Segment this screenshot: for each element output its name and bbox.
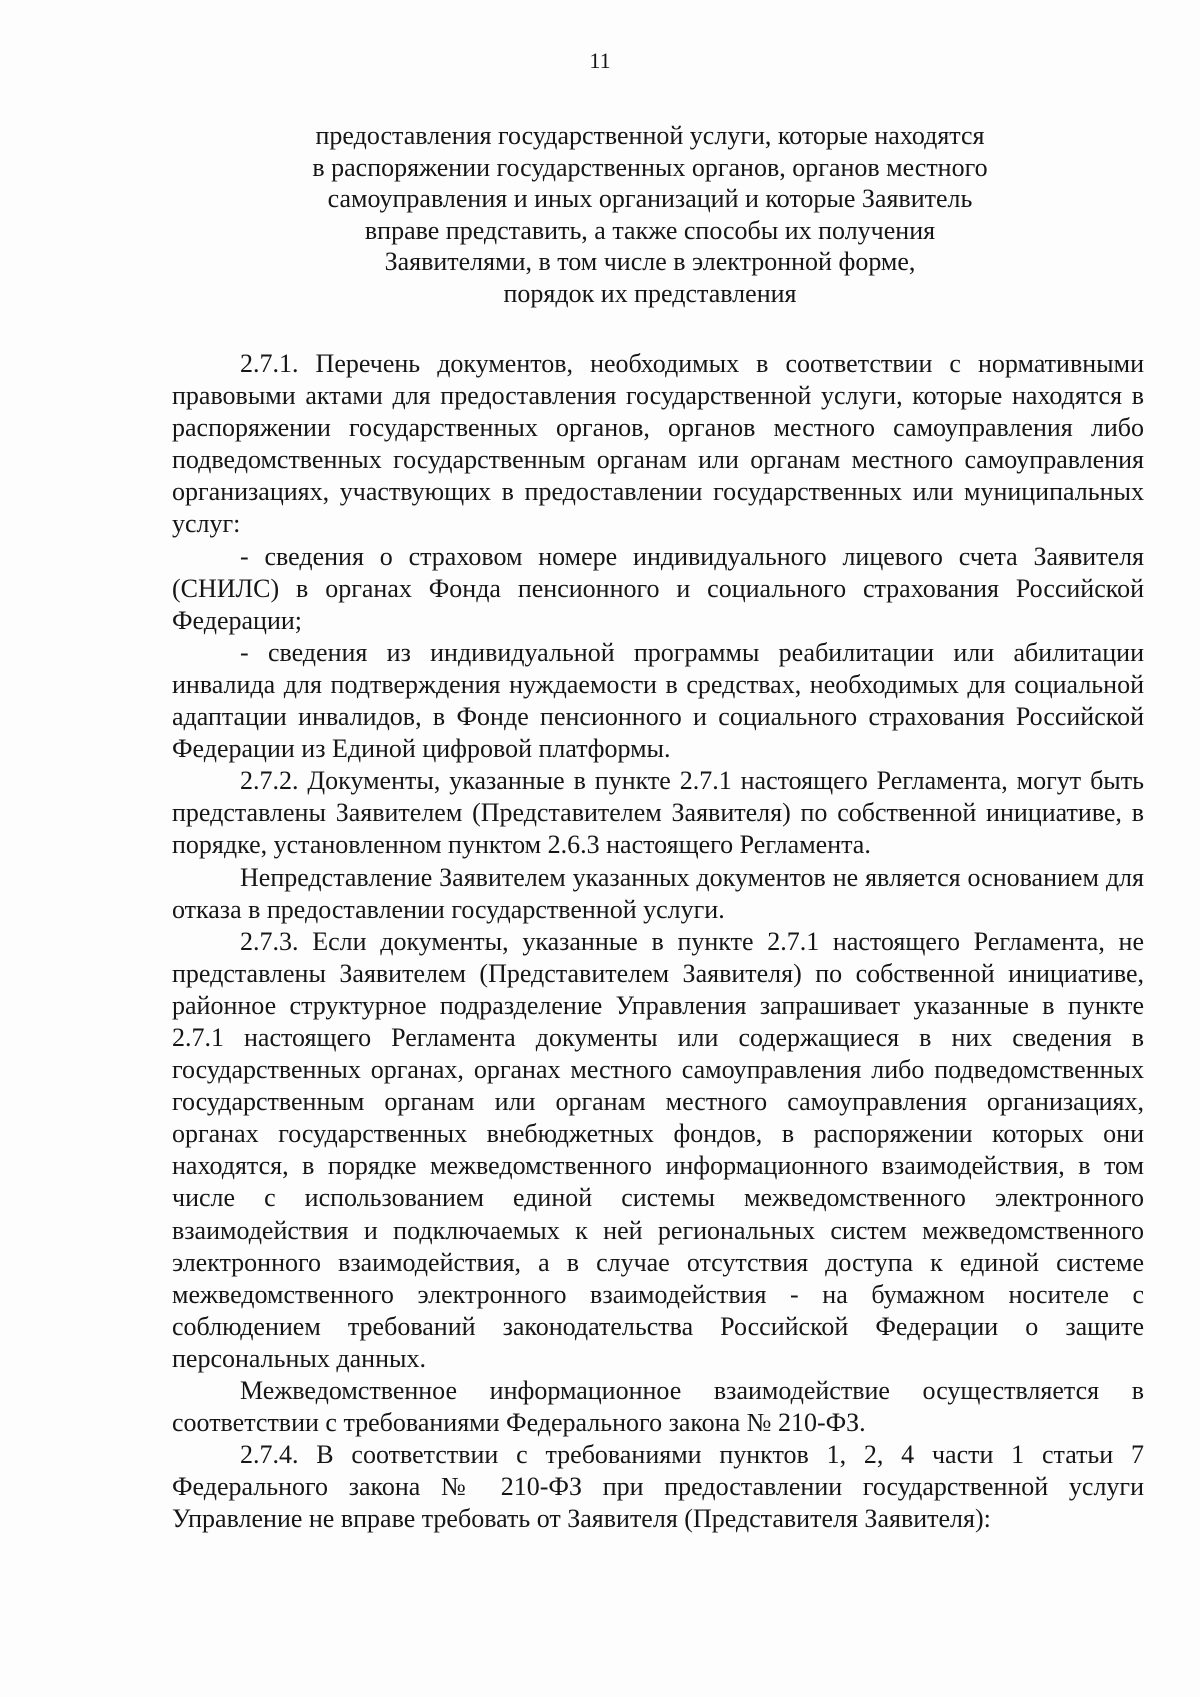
heading-line: вправе представить, а также способы их получения — [364, 215, 936, 245]
section-heading — [250, 120, 1050, 309]
heading-line: предоставления государственной услуги, которые находятся — [315, 121, 985, 150]
page-number: 11 — [589, 48, 611, 73]
paragraph-2-7-3: 2.7.3. Если документы, указанные в пункте 2.7.1 настоящего Регламента, не представлены Заявителем (Представителем Заявителя) по собственной инициативе, районное структурное подразделение Управления запрашивает указанные в пункте 2.7.1 настоящего Регламента документы или содержащиеся в них сведения в государственных органах, органах местного самоуправления либо подведомственных государственным органам или органам местного самоуправления организациях, органах государственных внебюджетных фондов, в распоряжении которых они находятся, в порядке межведомственного информационного взаимодействия, в том числе с использованием единой системы межведомственного электронного взаимодействия и подключаемых к ней региональных систем межведомственного электронного взаимодействия, а в случае отсутствия доступа к единой системе межведомственного электронного взаимодействия - на бумажном носителе с соблюдением требований законодательства Российской Федерации о защите персональных данных. — [172, 926, 1144, 1373]
paragraph-2-7-4: 2.7.4. В соответствии с требованиями пунктов 1, 2, 4 части 1 статьи 7 Федерального закона № 210-ФЗ при предоставлении государственной услуги Управление не вправе требовать от Заявителя (Представителя Заявителя): — [172, 1440, 1144, 1534]
heading-line: самоуправления и иных организаций и которые Заявитель — [327, 184, 973, 213]
list-item-ipra: - сведения из индивидуальной программы реабилитации или абилитации инвалида для подтверждения нуждаемости в средствах, необходимых для социальной адаптации инвалидов, в Фонде пенсионного и социального страхования Российской Федерации из Единой цифровой платформы. — [172, 637, 1144, 764]
heading-line: порядок их представления — [503, 278, 797, 308]
paragraph-interagency: Межведомственное информационное взаимодействие осуществляется в соответствии с требованиями Федерального закона № 210-ФЗ. — [172, 1376, 1144, 1438]
paragraph-2-7-1: 2.7.1. Перечень документов, необходимых в соответствии с нормативными правовыми актами для предоставления государственной услуги, которые находятся в распоряжении государственных органов, органов местного самоуправления либо подведомственных государственным органам или органам местного самоуправления организациях, участвующих в предоставлении государственных или муниципальных услуг: — [172, 349, 1144, 539]
document-body — [172, 348, 1144, 1535]
paragraph-non-submission: Непредставление Заявителем указанных документов не является основанием для отказа в предоставлении государственной услуги. — [172, 862, 1144, 924]
paragraph-2-7-2: 2.7.2. Документы, указанные в пункте 2.7.1 настоящего Регламента, могут быть представлены Заявителем (Представителем Заявителя) по собственной инициативе, в порядке, установленном пунктом 2.6.3 настоящего Регламента. — [172, 766, 1144, 860]
list-item-snils: - сведения о страховом номере индивидуального лицевого счета Заявителя (СНИЛС) в органах Фонда пенсионного и социального страхования Российской Федерации; — [172, 541, 1144, 635]
heading-line: Заявителями, в том числе в электронной форме, — [384, 247, 916, 276]
heading-line: в распоряжении государственных органов, органов местного — [312, 152, 988, 182]
